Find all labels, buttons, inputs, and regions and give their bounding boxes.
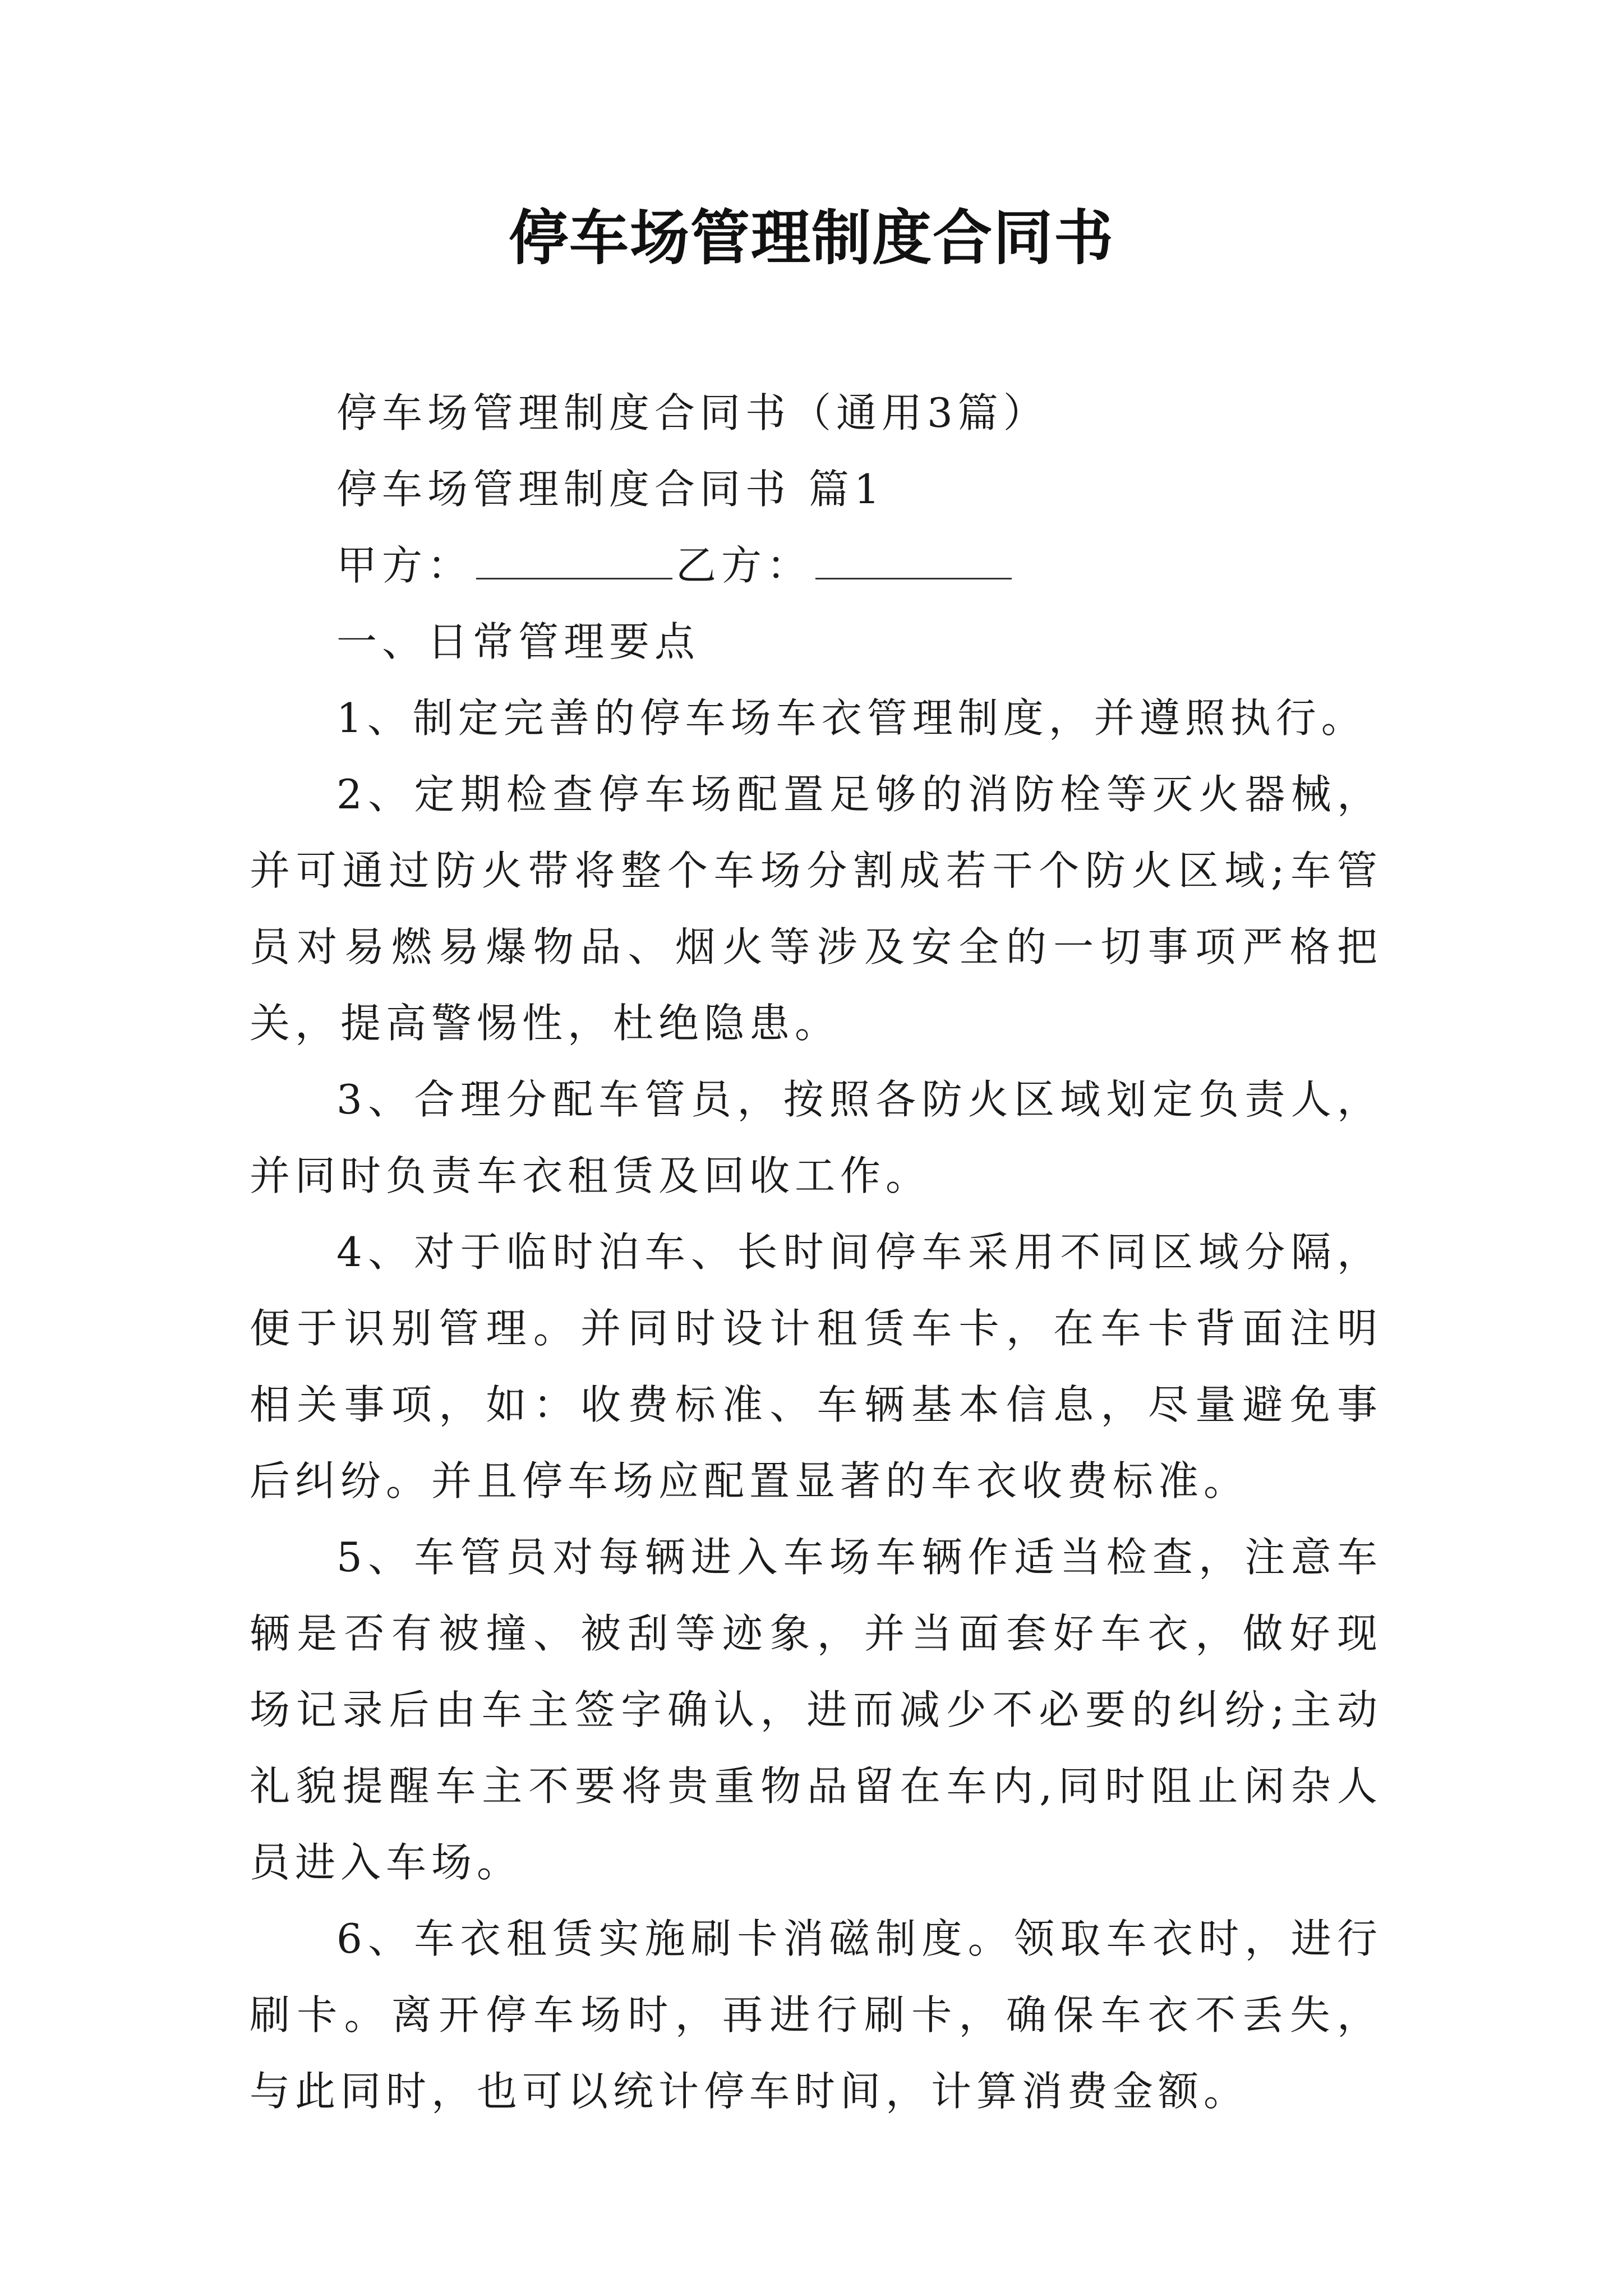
document-body xyxy=(250,375,1382,2129)
party-a-blank xyxy=(476,544,672,579)
paragraph-1: 1、制定完善的停车场车衣管理制度，并遵照执行。 xyxy=(336,694,1367,742)
paragraph-5: 5、车管员对每辆进入车场车辆作适当检查，注意车辆是否有被撞、被刮等迹象，并当面套好车衣，做好现场记录后由车主签字确认，进而减少不必要的纠纷;主动礼貌提醒车主不要将贵重物品留在车内,同时阻止闲杂人员进入车场。 xyxy=(250,1534,1382,1886)
part-heading: 一、日常管理要点 xyxy=(336,618,700,665)
document-title: 停车场管理制度合同书 xyxy=(509,204,1114,273)
section-heading: 停车场管理制度合同书 篇1 xyxy=(336,466,885,513)
parties-line xyxy=(250,527,1382,604)
document-subtitle: 停车场管理制度合同书（通用3篇） xyxy=(336,389,1049,436)
party-b-label: 乙方： xyxy=(676,542,813,589)
paragraph-6: 6、车衣租赁实施刷卡消磁制度。领取车衣时，进行刷卡。离开停车场时，再进行刷卡，确保车衣不丢失，与此同时，也可以统计停车时间，计算消费金额。 xyxy=(250,1915,1382,2115)
party-a-label: 甲方： xyxy=(336,542,473,589)
paragraph-4: 4、对于临时泊车、长时间停车采用不同区域分隔，便于识别管理。并同时设计租赁车卡，在车卡背面注明相关事项，如：收费标准、车辆基本信息，尽量避免事后纠纷。并且停车场应配置显著的车衣收费标准。 xyxy=(250,1228,1382,1504)
paragraph-3: 3、合理分配车管员，按照各防火区域划定负责人，并同时负责车衣租赁及回收工作。 xyxy=(250,1076,1382,1199)
party-b-blank xyxy=(815,544,1012,579)
paragraph-2: 2、定期检查停车场配置足够的消防栓等灭火器械，并可通过防火带将整个车场分割成若干个防火区域;车管员对易燃易爆物品、烟火等涉及安全的一切事项严格把关，提高警惕性，杜绝隐患。 xyxy=(250,771,1382,1047)
